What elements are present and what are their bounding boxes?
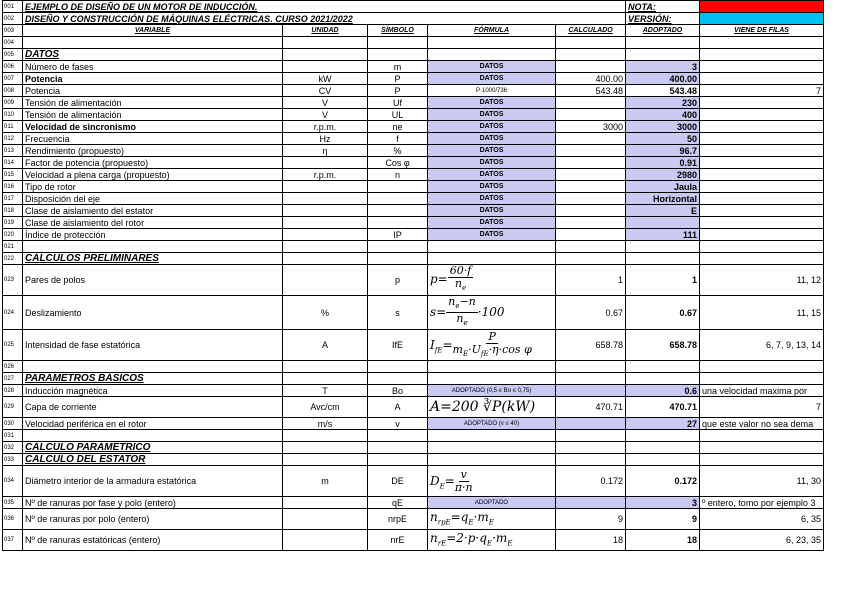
row-number: 018 [3, 205, 23, 217]
calc-cell[interactable]: 470.71 [556, 397, 626, 418]
row-005 [3, 49, 824, 61]
adopt-cell[interactable]: 400.00 [626, 73, 700, 85]
calc-cell[interactable]: 0.67 [556, 296, 626, 330]
spreadsheet [2, 0, 824, 551]
column-header[interactable]: UNIDAD [283, 25, 368, 37]
formula-cell[interactable]: DATOS [428, 229, 556, 241]
unit-cell[interactable] [283, 193, 368, 205]
row-025 [3, 330, 824, 361]
row-number: 027 [3, 373, 23, 385]
row-number: 014 [3, 157, 23, 169]
formula-cell[interactable]: DATOS [428, 193, 556, 205]
from-rows-cell[interactable] [700, 169, 824, 181]
unit-cell[interactable]: m [283, 466, 368, 497]
variable-cell[interactable]: Frecuencia [23, 133, 283, 145]
row-number: 032 [3, 442, 23, 454]
row-033 [3, 454, 824, 466]
section-title-parametrico[interactable]: CÁLCULO PARAMÉTRICO [23, 442, 283, 454]
column-header[interactable]: VARIABLE [23, 25, 283, 37]
unit-cell[interactable] [283, 509, 368, 530]
calc-cell[interactable]: 400.00 [556, 73, 626, 85]
adopt-cell[interactable] [626, 217, 700, 229]
row-number: 008 [3, 85, 23, 97]
from-rows-cell[interactable] [700, 61, 824, 73]
calc-cell[interactable] [556, 229, 626, 241]
from-rows-cell[interactable] [700, 133, 824, 145]
from-rows-cell[interactable]: que este valor no sea dema [700, 418, 824, 430]
formula-cell[interactable]: DATOS [428, 133, 556, 145]
symbol-cell[interactable]: P [368, 85, 428, 97]
row-011 [3, 121, 824, 133]
variable-cell[interactable]: Potencia [23, 73, 283, 85]
unit-cell[interactable]: η [283, 145, 368, 157]
row-004 [3, 37, 824, 49]
row-006 [3, 61, 824, 73]
formula-cell[interactable]: P·1000/736 [428, 85, 556, 97]
row-009 [3, 97, 824, 109]
symbol-cell[interactable]: P [368, 73, 428, 85]
variable-cell[interactable]: Rendimiento (propuesto) [23, 145, 283, 157]
symbol-cell[interactable]: n [368, 169, 428, 181]
from-rows-cell[interactable] [700, 73, 824, 85]
unit-cell[interactable]: Hz [283, 133, 368, 145]
unit-cell[interactable]: V [283, 97, 368, 109]
from-rows-cell[interactable]: 6, 7, 9, 13, 14 [700, 330, 824, 361]
from-rows-cell[interactable]: 11, 30 [700, 466, 824, 497]
row-019 [3, 217, 824, 229]
row-number: 030 [3, 418, 23, 430]
symbol-cell[interactable] [368, 205, 428, 217]
row-028 [3, 385, 824, 397]
symbol-cell[interactable]: s [368, 296, 428, 330]
row-032 [3, 442, 824, 454]
calc-cell[interactable] [556, 133, 626, 145]
calc-cell[interactable] [556, 181, 626, 193]
symbol-cell[interactable]: % [368, 145, 428, 157]
calc-cell[interactable]: 3000 [556, 121, 626, 133]
row-024 [3, 296, 824, 330]
adopt-cell[interactable]: 0.67 [626, 296, 700, 330]
row-number: 022 [3, 253, 23, 265]
unit-cell[interactable]: r.p.m. [283, 169, 368, 181]
row-002 [3, 13, 824, 25]
variable-cell[interactable]: Nº de ranuras estatóricas (entero) [23, 530, 283, 551]
row-number: 011 [3, 121, 23, 133]
variable-cell[interactable]: Número de fases [23, 61, 283, 73]
row-number: 023 [3, 265, 23, 296]
variable-cell[interactable]: Nº de ranuras por fase y polo (entero) [23, 497, 283, 509]
variable-cell[interactable]: Deslizamiento [23, 296, 283, 330]
from-rows-cell[interactable]: 11, 12 [700, 265, 824, 296]
variable-cell[interactable]: Capa de corriente [23, 397, 283, 418]
nota-cell[interactable] [700, 1, 824, 13]
variable-cell[interactable]: Tipo de rotor [23, 181, 283, 193]
row-number: 005 [3, 49, 23, 61]
calc-cell[interactable] [556, 109, 626, 121]
unit-cell[interactable] [283, 181, 368, 193]
row-number: 007 [3, 73, 23, 85]
row-001 [3, 1, 824, 13]
unit-cell[interactable] [283, 229, 368, 241]
from-rows-cell[interactable] [700, 121, 824, 133]
variable-cell[interactable]: Índice de protección [23, 229, 283, 241]
symbol-cell[interactable]: A [368, 397, 428, 418]
symbol-cell[interactable]: IfE [368, 330, 428, 361]
symbol-cell[interactable]: nrpE [368, 509, 428, 530]
row-012 [3, 133, 824, 145]
calc-cell[interactable] [556, 497, 626, 509]
column-header[interactable]: FÓRMULA [428, 25, 556, 37]
formula-phase-current[interactable]: $I_{fE}=$ $\frac{P}{m_E\cdot U_{fE}\cdot\eta\cdot\cos \varphi}$ [428, 330, 556, 361]
symbol-cell[interactable]: Uf [368, 97, 428, 109]
calc-cell[interactable] [556, 205, 626, 217]
adopt-cell[interactable]: 0.172 [626, 466, 700, 497]
unit-cell[interactable] [283, 61, 368, 73]
row-number: 006 [3, 61, 23, 73]
adopt-cell[interactable]: 2980 [626, 169, 700, 181]
symbol-cell[interactable]: Bo [368, 385, 428, 397]
variable-cell[interactable]: Diámetro interior de la armadura estatórica [23, 466, 283, 497]
adopt-cell[interactable]: 3000 [626, 121, 700, 133]
row-013 [3, 145, 824, 157]
row-number: 028 [3, 385, 23, 397]
formula-slots-per-pole[interactable]: $n_{rpE}=q_E\cdot m_E$ [428, 509, 556, 530]
column-header[interactable]: SÍMBOLO [368, 25, 428, 37]
column-header[interactable]: ADOPTADO [626, 25, 700, 37]
row-number: 017 [3, 193, 23, 205]
symbol-cell[interactable]: m [368, 61, 428, 73]
from-rows-cell[interactable]: 7 [700, 85, 824, 97]
adopt-cell[interactable]: 18 [626, 530, 700, 551]
formula-cell[interactable]: DATOS [428, 109, 556, 121]
formula-cell[interactable]: DATOS [428, 97, 556, 109]
variable-cell[interactable]: Clase de aislamiento del estator [23, 205, 283, 217]
row-number: 016 [3, 181, 23, 193]
row-021 [3, 241, 824, 253]
row-010 [3, 109, 824, 121]
calc-cell[interactable] [556, 169, 626, 181]
calc-cell[interactable] [556, 145, 626, 157]
section-title-calculos[interactable]: CÁLCULOS PRELIMINARES [23, 253, 283, 265]
row-number: 037 [3, 530, 23, 551]
version-cell[interactable] [700, 13, 824, 25]
row-number: 036 [3, 509, 23, 530]
row-036 [3, 509, 824, 530]
symbol-cell[interactable]: qE [368, 497, 428, 509]
unit-cell[interactable]: kW [283, 73, 368, 85]
formula-current-layer[interactable]: A=200 ∛P(kW) [428, 397, 556, 418]
calc-cell[interactable] [556, 217, 626, 229]
calc-cell[interactable]: 1 [556, 265, 626, 296]
row-number: 031 [3, 430, 23, 442]
column-header[interactable]: VIENE DE FILAS [700, 25, 824, 37]
adopt-cell[interactable]: 0.6 [626, 385, 700, 397]
row-017 [3, 193, 824, 205]
variable-cell[interactable]: Clase de aislamiento del rotor [23, 217, 283, 229]
calc-cell[interactable] [556, 418, 626, 430]
row-029 [3, 397, 824, 418]
adopt-cell[interactable]: Jaula [626, 181, 700, 193]
row-014 [3, 157, 824, 169]
variable-cell[interactable]: Pares de polos [23, 265, 283, 296]
from-rows-cell[interactable] [700, 97, 824, 109]
calc-cell[interactable] [556, 61, 626, 73]
formula-cell[interactable]: DATOS [428, 121, 556, 133]
row-027 [3, 373, 824, 385]
adopt-cell[interactable]: 230 [626, 97, 700, 109]
column-header[interactable]: CALCULADO [556, 25, 626, 37]
section-title-parametros[interactable]: PARÁMETROS BÁSICOS [23, 373, 283, 385]
calc-cell[interactable] [556, 97, 626, 109]
variable-cell[interactable]: Disposición del eje [23, 193, 283, 205]
calc-cell[interactable]: 18 [556, 530, 626, 551]
unit-cell[interactable] [283, 217, 368, 229]
unit-cell[interactable] [283, 265, 368, 296]
formula-cell[interactable]: DATOS [428, 205, 556, 217]
adopt-cell[interactable]: E [626, 205, 700, 217]
unit-cell[interactable] [283, 497, 368, 509]
formula-cell[interactable]: DATOS [428, 73, 556, 85]
from-rows-cell[interactable]: 7 [700, 397, 824, 418]
adopt-cell[interactable]: 400 [626, 109, 700, 121]
row-026 [3, 361, 824, 373]
calc-cell[interactable]: 658.78 [556, 330, 626, 361]
unit-cell[interactable]: m/s [283, 418, 368, 430]
symbol-cell[interactable] [368, 193, 428, 205]
row-number: 002 [3, 13, 23, 25]
row-number: 034 [3, 466, 23, 497]
section-title-estator[interactable]: CÁLCULO DEL ESTATOR [23, 454, 283, 466]
symbol-cell[interactable]: Cos φ [368, 157, 428, 169]
section-title-datos[interactable]: DATOS [23, 49, 283, 61]
calc-cell[interactable]: 0.172 [556, 466, 626, 497]
variable-cell[interactable]: Tensión de alimentación [23, 97, 283, 109]
row-037 [3, 530, 824, 551]
unit-cell[interactable]: Avc/cm [283, 397, 368, 418]
row-022 [3, 253, 824, 265]
row-023 [3, 265, 824, 296]
unit-cell[interactable]: V [283, 109, 368, 121]
row-number: 020 [3, 229, 23, 241]
symbol-cell[interactable] [368, 217, 428, 229]
symbol-cell[interactable]: f [368, 133, 428, 145]
variable-cell[interactable]: Tensión de alimentación [23, 109, 283, 121]
unit-cell[interactable]: CV [283, 85, 368, 97]
row-number: 009 [3, 97, 23, 109]
from-rows-cell[interactable] [700, 181, 824, 193]
from-rows-cell[interactable] [700, 157, 824, 169]
formula-cell[interactable]: ADOPTADO (0,5 ≤ Bo ≤ 0,75) [428, 385, 556, 397]
row-number: 019 [3, 217, 23, 229]
from-rows-cell[interactable]: una velocidad maxima por [700, 385, 824, 397]
variable-cell[interactable]: Velocidad a plena carga (propuesto) [23, 169, 283, 181]
variable-cell[interactable]: Velocidad de sincronismo [23, 121, 283, 133]
formula-cell[interactable]: DATOS [428, 157, 556, 169]
row-number: 001 [3, 1, 23, 13]
unit-cell[interactable] [283, 157, 368, 169]
row-number: 026 [3, 361, 23, 373]
row-018 [3, 205, 824, 217]
calc-cell[interactable]: 543.48 [556, 85, 626, 97]
formula-cell[interactable]: DATOS [428, 145, 556, 157]
page-subtitle[interactable]: DISEÑO Y CONSTRUCCIÓN DE MÁQUINAS ELÉCTRICAS. CURSO 2021/2022 [23, 13, 556, 25]
symbol-cell[interactable] [368, 181, 428, 193]
unit-cell[interactable]: A [283, 330, 368, 361]
from-rows-cell[interactable] [700, 145, 824, 157]
row-003 [3, 25, 824, 37]
adopt-cell[interactable]: 470.71 [626, 397, 700, 418]
row-008 [3, 85, 824, 97]
unit-cell[interactable] [283, 530, 368, 551]
row-number: 012 [3, 133, 23, 145]
row-035 [3, 497, 824, 509]
adopt-cell[interactable]: 1 [626, 265, 700, 296]
unit-cell[interactable]: % [283, 296, 368, 330]
unit-cell[interactable]: r.p.m. [283, 121, 368, 133]
variable-cell[interactable]: Nº de ranuras por polo (entero) [23, 509, 283, 530]
row-number: 035 [3, 497, 23, 509]
calc-cell[interactable] [556, 193, 626, 205]
from-rows-cell[interactable]: 6, 35 [700, 509, 824, 530]
row-number: 004 [3, 37, 23, 49]
row-number: 025 [3, 330, 23, 361]
calc-cell[interactable]: 9 [556, 509, 626, 530]
symbol-cell[interactable]: nrE [368, 530, 428, 551]
calc-cell[interactable] [556, 157, 626, 169]
row-020 [3, 229, 824, 241]
formula-cell[interactable]: DATOS [428, 169, 556, 181]
unit-cell[interactable] [283, 205, 368, 217]
formula-stator-slots[interactable]: $n_{rE}=2\cdot p\cdot q_E\cdot m_E$ [428, 530, 556, 551]
formula-cell[interactable]: DATOS [428, 217, 556, 229]
adopt-cell[interactable]: 3 [626, 61, 700, 73]
from-rows-cell[interactable] [700, 109, 824, 121]
version-label[interactable]: VERSIÓN: [626, 13, 700, 25]
formula-slip[interactable]: s= $\frac{n_e-n}{n_e}$ ·100 [428, 296, 556, 330]
formula-cell[interactable]: ADOPTADO (v ≤ 40) [428, 418, 556, 430]
row-number: 003 [3, 25, 23, 37]
adopt-cell[interactable]: 0.91 [626, 157, 700, 169]
row-number: 013 [3, 145, 23, 157]
symbol-cell[interactable]: IP [368, 229, 428, 241]
variable-cell[interactable]: Factor de potencia (propuesto) [23, 157, 283, 169]
calc-cell[interactable] [556, 385, 626, 397]
from-rows-cell[interactable] [700, 193, 824, 205]
formula-cell[interactable]: ADOPTADO [428, 497, 556, 509]
symbol-cell[interactable]: DE [368, 466, 428, 497]
symbol-cell[interactable]: ne [368, 121, 428, 133]
page-title[interactable]: EJEMPLO DE DISEÑO DE UN MOTOR DE INDUCCIÓN. [23, 1, 556, 13]
formula-cell[interactable]: DATOS [428, 181, 556, 193]
adopt-cell[interactable]: 111 [626, 229, 700, 241]
formula-cell[interactable]: DATOS [428, 61, 556, 73]
from-rows-cell[interactable] [700, 205, 824, 217]
row-015 [3, 169, 824, 181]
from-rows-cell[interactable]: º entero, tomo por ejemplo 3 [700, 497, 824, 509]
row-number: 015 [3, 169, 23, 181]
unit-cell[interactable]: T [283, 385, 368, 397]
row-number: 033 [3, 454, 23, 466]
variable-cell[interactable]: Inducción magnética [23, 385, 283, 397]
row-number: 029 [3, 397, 23, 418]
symbol-cell[interactable]: p [368, 265, 428, 296]
adopt-cell[interactable]: Horizontal [626, 193, 700, 205]
adopt-cell[interactable]: 27 [626, 418, 700, 430]
adopt-cell[interactable]: 50 [626, 133, 700, 145]
row-number: 021 [3, 241, 23, 253]
adopt-cell[interactable]: 3 [626, 497, 700, 509]
from-rows-cell[interactable] [700, 217, 824, 229]
adopt-cell[interactable]: 658.78 [626, 330, 700, 361]
from-rows-cell[interactable] [700, 229, 824, 241]
row-034 [3, 466, 824, 497]
adopt-cell[interactable]: 9 [626, 509, 700, 530]
symbol-cell[interactable]: UL [368, 109, 428, 121]
variable-cell[interactable]: Potencia [23, 85, 283, 97]
formula-pole-pairs[interactable]: p= $\frac{60\cdot f}{n_e}$ [428, 265, 556, 296]
row-016 [3, 181, 824, 193]
adopt-cell[interactable]: 543.48 [626, 85, 700, 97]
variable-cell[interactable]: Intensidad de fase estatórica [23, 330, 283, 361]
formula-stator-diameter[interactable]: $D_E=$ $\frac{v}{\pi\cdot n}$ [428, 466, 556, 497]
from-rows-cell[interactable]: 6, 23, 35 [700, 530, 824, 551]
variable-cell[interactable]: Velocidad periférica en el rotor [23, 418, 283, 430]
row-number: 024 [3, 296, 23, 330]
from-rows-cell[interactable]: 11, 15 [700, 296, 824, 330]
row-number: 010 [3, 109, 23, 121]
symbol-cell[interactable]: v [368, 418, 428, 430]
row-031 [3, 430, 824, 442]
nota-label[interactable]: NOTA: [626, 1, 700, 13]
row-007 [3, 73, 824, 85]
adopt-cell[interactable]: 96.7 [626, 145, 700, 157]
row-030 [3, 418, 824, 430]
